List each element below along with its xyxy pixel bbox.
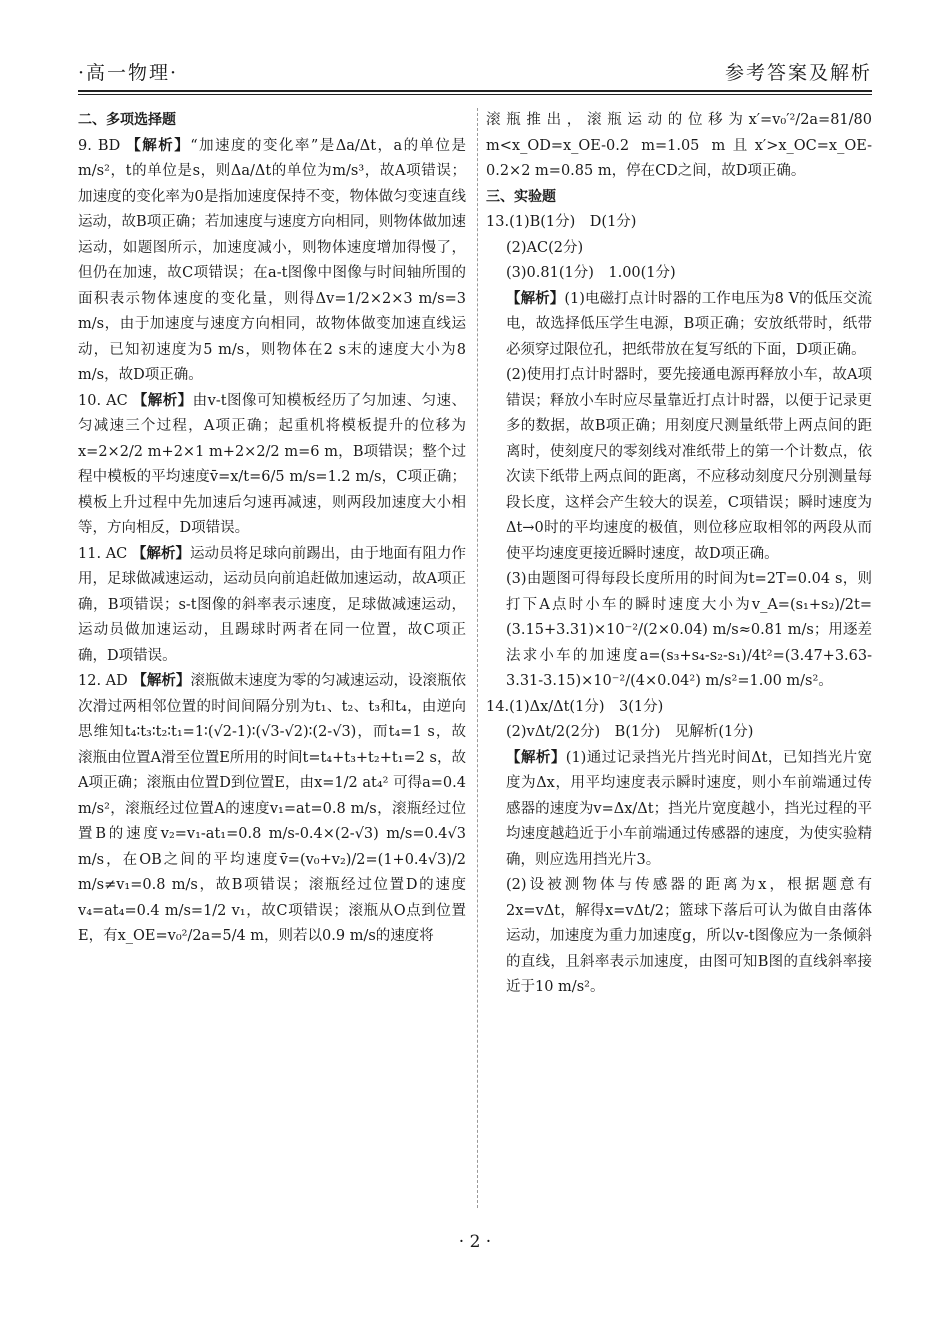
answer-number: 9. BD [78, 137, 121, 154]
answer-item-12 [78, 669, 466, 950]
section-title-multiple-choice: 二、多项选择题 [78, 112, 176, 128]
analysis-text: (3)由题图可得每段长度所用的时间为t=2T=0.04 s，则打下A点时小车的瞬时速度大小为v_A=(s₁+s₂)/2t=(3.15+3.31)×10⁻²/(2×0.04) m/s≈0.81 m/s；用逐差法求小车的加速度a=(s₃+s₄-s₂-s₁)/4t²=(3.47+3.63-3.31-3.15)×10⁻²/(4×0.04²) m/s²=1.00 m/s²。 [506, 571, 872, 689]
answer-item-13 [486, 210, 872, 695]
analysis-text: (1)通过记录挡光片挡光时间Δt，已知挡光片宽度为Δx，用平均速度表示瞬时速度，则小车前端通过传感器的速度为v=Δx/Δt；挡光片宽度越小，挡光过程的平均速度越趋近于小车前端通过传感器的速度，为使实验精确，则应选用挡光片3。 [506, 749, 872, 868]
analysis-text: 由v-t图像可知模板经历了匀加速、匀速、匀减速三个过程，A项正确；起重机将模板提升的位移为x=2×2/2 m+2×1 m+2×2/2 m=6 m，B项错误；整个过程中模板的平均速度v̄=x/t=6/5 m/s=1.2 m/s，C项正确；模板上升过程中先加速后匀速再减速，则两段加速度大小相等，方向相反，D项错误。 [78, 392, 466, 536]
answer-line: (2)AC(2分) [506, 239, 584, 256]
page-header [78, 52, 872, 90]
analysis-text: 滚瓶做末速度为零的匀减速运动，设滚瓶依次滑过两相邻位置的时间间隔分别为t₁、t₂、t₃和t₄，由逆向思维知t₄∶t₃∶t₂∶t₁=1∶(√2-1)∶(√3-√2)∶(2-√3)，而t₄=1 s，故滚瓶由位置A滑至位置E所用的时间t=t₄+t₃+t₂+t₁=2 s，故A项正确；滚瓶由位置D到位置E，由x=1/2 at₄² 可得a=0.4 m/s²，滚瓶经过位置A的速度v₁=at=0.8 m/s，滚瓶经过位置B的速度v₂=v₁-at₁=0.8 m/s-0.4×(2-√3) m/s=0.4√3 m/s，在OB之间的平均速度v̄=(v₀+v₂)/2=(1+0.4√3)/2 m/s≠v₁=0.8 m/s，故B项错误；滚瓶经过位置D的速度v₄=at₄=0.4 m/s=1/2 v₁，故C项错误；滚瓶从O点到位置E，有x_OE=v₀²/2a=5/4 m，则若以0.9 m/s的速度将 [78, 673, 466, 944]
answer-number: 10. AC [78, 392, 128, 409]
analysis-text: (2)使用打点计时器时，要先接通电源再释放小车，故A项错误；释放小车时应尽量靠近打点计时器，以便于记录更多的数据，故B项正确；用刻度尺测量纸带上两点间的距离时，使刻度尺的零刻线对准纸带上的第一个计数点，依次读下纸带上两点间的距离，不应移动刻度尺分别测量每段长度，这样会产生较大的误差，C项错误；瞬时速度为Δt→0时的平均速度的极值，则位移应取相邻的两段从而使平均速度更接近瞬时速度，故D项正确。 [506, 367, 872, 562]
answer-item-11 [78, 542, 466, 670]
right-column [486, 108, 872, 1238]
analysis-tag: 【解析】 [131, 545, 191, 562]
column-divider [477, 108, 478, 1208]
section-title-experiment: 三、实验题 [486, 188, 556, 205]
answer-item-10 [78, 389, 466, 542]
document-title: 参考答案及解析 [724, 61, 872, 84]
analysis-tag: 【解析】 [126, 137, 191, 154]
answer-number: 13. [486, 214, 510, 230]
answer-line: (2)vΔt/2(2分) B(1分) 见解析(1分) [506, 724, 754, 740]
answer-line: (3)0.81(1分) 1.00(1分) [506, 265, 676, 281]
answer-line: (1)B(1分) D(1分) [509, 214, 637, 230]
analysis-tag: 【解析】 [506, 290, 565, 307]
answer-number: 11. AC [78, 545, 128, 562]
analysis-tag: 【解析】 [132, 673, 191, 689]
answer-line: (1)Δx/Δt(1分) 3(1分) [509, 698, 664, 715]
answer-item-12-continued: 滚瓶推出，滚瓶运动的位移为x′=v₀′²/2a=81/80 m<x_OD=x_OE-0.2 m=1.05 m且x′>x_OC=x_OE-0.2×2 m=0.85 m，停在CD之间，故D项正确。 [486, 112, 872, 179]
subject-title: ·高一物理· [78, 61, 179, 84]
analysis-tag: 【解析】 [506, 749, 566, 766]
analysis-text: (2)设被测物体与传感器的距离为x，根据题意有2x=vΔt，解得x=vΔt/2；篮球下落后可认为做自由落体运动，加速度为重力加速度g，所以v-t图像应为一条倾斜的直线，且斜率表示加速度，由图可知B图的直线斜率接近于10 m/s²。 [506, 877, 872, 995]
analysis-text: 运动员将足球向前踢出，由于地面有阻力作用，足球做减速运动，运动员向前追赶做加速运动，故A项正确，B项错误；s-t图像的斜率表示速度，足球做减速运动，运动员做加速运动，且踢球时两者在同一位置，故C项正确，D项错误。 [78, 545, 466, 664]
answer-number: 14. [486, 698, 510, 715]
analysis-tag: 【解析】 [132, 392, 193, 409]
analysis-text: (1)电磁打点计时器的工作电压为8 V的低压交流电，故选择低压学生电源，B项正确；安放纸带时，纸带必须穿过限位孔，把纸带放在复写纸的下面，D项正确。 [506, 290, 872, 358]
analysis-text: “加速度的变化率”是Δa/Δt，a的单位是m/s²，t的单位是s，则Δa/Δt的单位为m/s³，故A项错误；加速度的变化率为0是指加速度保持不变，物体做匀变速直线运动，故B项正确；若加速度与速度方向相同，则物体做加速运动，如题图所示，加速度减小，则物体速度增加得慢了，但仍在加速，故C项错误；在a-t图像中图像与时间轴所围的面积表示物体速度的变化量，则得Δv=1/2×2×3 m/s=3 m/s，由于加速度与速度方向相同，故物体做变加速直线运动，已知初速度为5 m/s，则物体在2 s末的速度大小为8 m/s，故D项正确。 [78, 137, 466, 383]
header-rule-thin [78, 94, 872, 95]
header-rule [78, 90, 872, 92]
page-number: · 2 · [458, 1232, 492, 1252]
answer-item-14 [486, 695, 872, 1001]
answer-number: 12. AD [78, 673, 128, 689]
answer-item-9 [78, 134, 466, 389]
left-column [78, 108, 466, 1238]
